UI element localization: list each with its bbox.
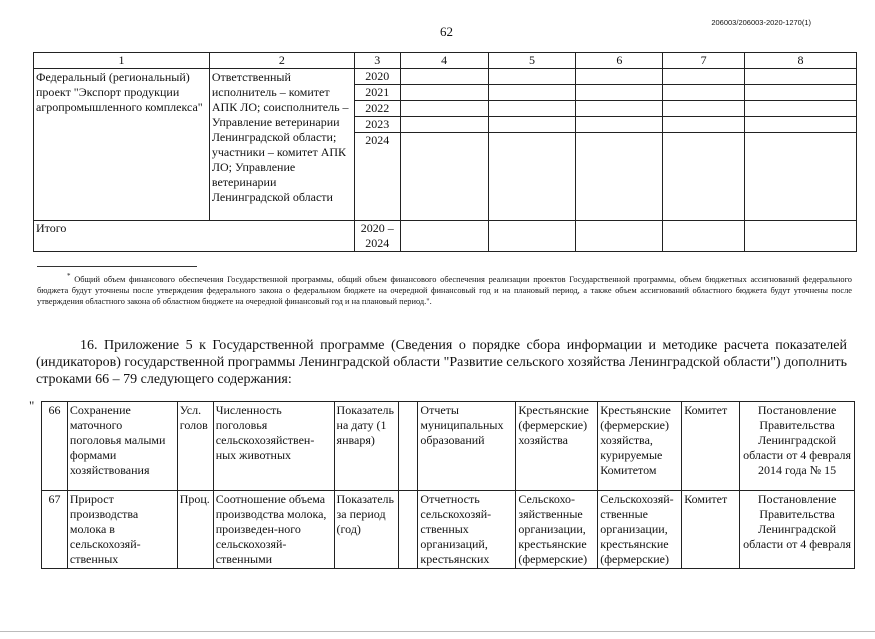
amendment-paragraph <box>36 337 847 388</box>
year-cell: 2021 <box>354 85 400 101</box>
column-header: 6 <box>576 53 663 69</box>
page-number: 62 <box>440 24 453 39</box>
indicator-name: Прирост производства молока в сельскохозяй-ственных <box>67 491 177 569</box>
definition-cell: Численность поголовья сельскохозяйствен-ных животных <box>213 402 334 491</box>
year-cell: 2024 <box>354 133 400 221</box>
table-row <box>34 69 857 85</box>
indicator-type-cell: Показатель за период (год) <box>334 491 398 569</box>
footnote-text: Общий объем финансового обеспечения Государственной программы, общий объем финансового обеспечения реализации проектов Государственной программы, объем бюджетных ассигнований федерального бюджета будут уточнены после утверждения федерального закона о федеральном бюджете на очередной финансовый год и на плановый период, а также объем ассигнований областного бюджета будут уточнены после утверждения областного закона об областном бюджете на очередной финансовый год и на плановый период.". <box>37 274 852 306</box>
table-row <box>42 491 855 569</box>
year-cell: 2020 <box>354 69 400 85</box>
table-row <box>42 402 855 491</box>
indicator-name: Сохранение маточного поголовья малыми формами хозяйствования <box>67 402 177 491</box>
footnote <box>37 271 852 307</box>
subjects-cell: Сельскохо-зяйственные организации, крестьянские (фермерские) <box>516 491 598 569</box>
empty-cell <box>398 402 418 491</box>
source-cell: Отчетность сельскохозяй-ственных организаций, крестьянских <box>418 491 516 569</box>
basis-cell: Постановление Правительства Ленинградской области от 4 февраля 2014 года № 15 <box>740 402 855 491</box>
total-years-cell <box>354 221 400 252</box>
column-header: 7 <box>663 53 745 69</box>
column-header: 4 <box>400 53 488 69</box>
column-header: 8 <box>745 53 857 69</box>
total-row <box>34 221 857 252</box>
total-label: Итого <box>34 221 355 252</box>
column-header: 3 <box>354 53 400 69</box>
column-header: 1 <box>34 53 210 69</box>
document-code: 206003/206003-2020-1270(1) <box>711 18 811 27</box>
row-number: 67 <box>42 491 68 569</box>
paragraph-text: 16. Приложение 5 к Государственной программе (Сведения о порядке сбора информации и методике расчета показателей (индикаторов) государственной программы Ленинградской области "Развитие сельского хозяйства Ленинградской области") дополнить строками 66 – 79 следующего содержания: <box>36 338 847 387</box>
footnote-marker: * <box>67 272 71 280</box>
subjects-cell: Крестьянские (фермерские) хозяйства <box>516 402 598 491</box>
project-name-cell: Федеральный (региональный) проект "Экспорт продукции агропромышленного комплекса" <box>34 69 210 221</box>
empty-cell <box>398 491 418 569</box>
coverage-cell: Крестьянские (фермерские) хозяйства, курируемые Комитетом <box>598 402 682 491</box>
column-header: 5 <box>488 53 576 69</box>
responsible-cell: Ответственный исполнитель – комитет АПК ЛО; соисполнитель – Управление ветеринарии Ленинградской области; участники – комитет АПК ЛО; Управление ветеринарии Ленинградской области <box>209 69 354 221</box>
financing-table <box>33 52 857 252</box>
table-header-row <box>34 53 857 69</box>
source-cell: Отчеты муниципальных образований <box>418 402 516 491</box>
footnote-separator <box>37 266 197 267</box>
basis-cell: Постановление Правительства Ленинградской области от 4 февраля <box>740 491 855 569</box>
indicators-table <box>41 401 855 569</box>
total-years-line: 2020 – <box>360 221 394 235</box>
year-cell: 2022 <box>354 101 400 117</box>
total-years-line: 2024 <box>365 236 390 250</box>
coverage-cell: Сельскохозяй-ственные организации, крестьянские (фермерские) <box>598 491 682 569</box>
unit-cell: Усл. голов <box>177 402 213 491</box>
responsible-cell: Комитет <box>682 491 740 569</box>
indicator-type-cell: Показатель на дату (1 января) <box>334 402 398 491</box>
definition-cell: Соотношение объема производства молока, произведен-ного сельскохозяй-ственными <box>213 491 334 569</box>
responsible-cell: Комитет <box>682 402 740 491</box>
column-header: 2 <box>209 53 354 69</box>
row-number: 66 <box>42 402 68 491</box>
page-edge <box>0 631 875 632</box>
open-quote: " <box>29 398 35 413</box>
unit-cell: Проц. <box>177 491 213 569</box>
year-cell: 2023 <box>354 117 400 133</box>
